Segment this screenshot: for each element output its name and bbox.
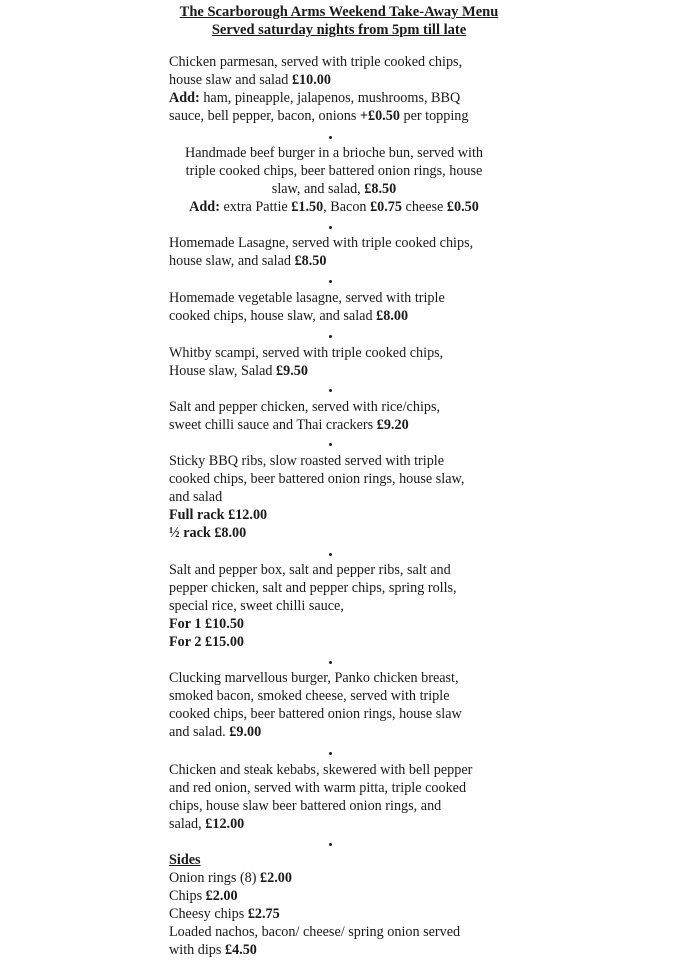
menu-text: Chicken and steak kebabs, skewered with bell pepper <box>169 762 473 778</box>
menu-text-bold: £2.75 <box>247 906 280 922</box>
menu-line <box>169 144 499 162</box>
menu-text-bold: £4.50 <box>224 942 257 958</box>
menu-text: Onion rings (8) <box>169 870 261 886</box>
separator-dot <box>329 843 332 846</box>
menu-text: with dips <box>169 942 225 958</box>
menu-line <box>169 815 509 833</box>
menu-text: smoked bacon, smoked cheese, served with triple <box>169 688 450 704</box>
menu-text: sauce, bell pepper, bacon, onions <box>169 108 360 124</box>
menu-text-bold: £2.00 <box>205 888 238 904</box>
separator-dot <box>329 752 332 755</box>
menu-item-kebabs <box>169 761 509 833</box>
menu-item-scampi <box>169 344 509 380</box>
menu-text: and salad. <box>169 724 230 740</box>
menu-line <box>169 180 499 198</box>
menu-line <box>169 198 499 216</box>
menu-line <box>169 705 509 723</box>
menu-text: Cheesy chips <box>169 906 248 922</box>
menu-text-bold: £8.00 <box>376 308 409 324</box>
menu-line <box>169 416 509 434</box>
menu-text-bold: For 1 £10.50 <box>169 616 245 632</box>
menu-text: cooked chips, beer battered onion rings, house slaw <box>169 706 462 722</box>
menu-header <box>0 3 678 39</box>
menu-text: house slaw and salad <box>169 72 292 88</box>
menu-line <box>169 234 509 252</box>
menu-item-lasagne <box>169 234 509 270</box>
menu-line <box>169 561 509 579</box>
menu-item-chicken-parmesan <box>169 53 509 125</box>
separator-dot <box>329 226 332 229</box>
menu-item-salt-pepper-box <box>169 561 509 651</box>
menu-text: extra Pattie <box>219 199 292 215</box>
menu-line <box>169 506 509 524</box>
menu-text-bold: For 2 £15.00 <box>169 634 245 650</box>
menu-text: chips, house slaw beer battered onion rings, and <box>169 798 442 814</box>
menu-text: Salt and pepper chicken, served with rice/chips, <box>169 399 441 415</box>
menu-line <box>169 470 509 488</box>
menu-text: triple cooked chips, beer battered onion rings, house <box>185 163 483 179</box>
menu-text: Handmade beef burger in a brioche bun, served with <box>185 145 483 161</box>
menu-text: Salt and pepper box, salt and pepper ribs, salt and <box>169 562 451 578</box>
separator-dot <box>329 661 332 664</box>
menu-line <box>169 398 509 416</box>
sides-list <box>169 869 509 959</box>
menu-line <box>169 615 509 633</box>
menu-text-bold: +£0.50 <box>359 108 400 124</box>
menu-text-bold: £0.75 <box>370 199 402 215</box>
menu-subtitle: Served saturday nights from 5pm till late <box>211 22 467 38</box>
sides-section <box>169 851 509 959</box>
menu-text: and red onion, served with warm pitta, triple cooked <box>169 780 467 796</box>
menu-line <box>169 488 509 506</box>
menu-line <box>169 89 509 107</box>
menu-text: Homemade vegetable lasagne, served with triple <box>169 290 445 306</box>
menu-text: salad, <box>169 816 206 832</box>
menu-text-bold: £1.50 <box>291 199 324 215</box>
menu-line <box>169 905 509 923</box>
menu-text: cheese <box>401 199 447 215</box>
separator-dot <box>329 335 332 338</box>
menu-line <box>169 289 509 307</box>
separator-dot <box>329 389 332 392</box>
menu-line <box>169 761 509 779</box>
menu-text: cooked chips, beer battered onion rings, house slaw, <box>169 471 465 487</box>
separator-dot <box>329 280 332 283</box>
menu-text-bold: £9.50 <box>276 363 308 379</box>
menu-line <box>169 579 509 597</box>
menu-item-beef-burger <box>169 144 499 216</box>
menu-text-bold: £9.20 <box>376 417 409 433</box>
menu-text: pepper chicken, salt and pepper chips, spring rolls, <box>169 580 457 596</box>
menu-text: and salad <box>169 489 223 505</box>
separator-dot <box>329 553 332 556</box>
menu-line <box>169 669 509 687</box>
menu-line <box>169 869 509 887</box>
menu-item-salt-pepper-chicken <box>169 398 509 434</box>
menu-item-veg-lasagne <box>169 289 509 325</box>
menu-line <box>169 723 509 741</box>
menu-text: house slaw, and salad <box>169 253 295 269</box>
menu-text: Sticky BBQ ribs, slow roasted served with triple <box>169 453 445 469</box>
menu-line <box>169 107 509 125</box>
menu-text: Clucking marvellous burger, Panko chicken breast, <box>169 670 459 686</box>
menu-line <box>169 252 509 270</box>
menu-text: cooked chips, house slaw, and salad <box>169 308 377 324</box>
menu-line <box>169 923 509 941</box>
menu-text-bold: Add: <box>189 199 220 215</box>
menu-line <box>169 797 509 815</box>
menu-text: House slaw, Salad <box>169 363 277 379</box>
separator-dot <box>329 136 332 139</box>
menu-line <box>169 779 509 797</box>
menu-text-bold: £0.50 <box>446 199 479 215</box>
menu-title: The Scarborough Arms Weekend Take-Away Menu <box>179 4 499 20</box>
menu-text: slaw, and salad, <box>271 181 365 197</box>
menu-text-bold: £2.00 <box>260 870 292 886</box>
menu-line <box>169 344 509 362</box>
menu-text: Whitby scampi, served with triple cooked chips, <box>169 345 444 361</box>
menu-item-bbq-ribs <box>169 452 509 542</box>
menu-text: sweet chilli sauce and Thai crackers <box>169 417 377 433</box>
menu-text: , Bacon <box>323 199 371 215</box>
menu-line <box>169 633 509 651</box>
menu-line <box>169 162 499 180</box>
menu-line <box>169 887 509 905</box>
menu-text-bold: £9.00 <box>229 724 262 740</box>
menu-line <box>169 452 509 470</box>
menu-text-bold: £8.50 <box>294 253 327 269</box>
separator-dot <box>329 443 332 446</box>
menu-line <box>169 307 509 325</box>
menu-line <box>169 597 509 615</box>
menu-text-bold: Add: <box>169 90 200 106</box>
menu-text-bold: £10.00 <box>291 72 331 88</box>
menu-line <box>169 53 509 71</box>
menu-line <box>169 524 509 542</box>
menu-text: ham, pineapple, jalapenos, mushrooms, BBQ <box>199 90 461 106</box>
menu-text-bold: £8.50 <box>364 181 397 197</box>
menu-line <box>169 71 509 89</box>
menu-text: special rice, sweet chilli sauce, <box>169 598 344 614</box>
menu-text: Homemade Lasagne, served with triple cooked chips, <box>169 235 474 251</box>
menu-text-bold: £12.00 <box>205 816 245 832</box>
menu-text: Chips <box>169 888 206 904</box>
menu-text-bold: ½ rack £8.00 <box>169 525 247 541</box>
menu-text-bold: Full rack £12.00 <box>169 507 268 523</box>
sides-heading: Sides <box>169 852 201 868</box>
menu-line <box>169 687 509 705</box>
menu-text: Loaded nachos, bacon/ cheese/ spring onion served <box>169 924 461 940</box>
menu-text: per topping <box>399 108 469 124</box>
menu-line <box>169 362 509 380</box>
menu-text: Chicken parmesan, served with triple cooked chips, <box>169 54 463 70</box>
menu-line <box>169 941 509 959</box>
menu-item-clucking-burger <box>169 669 509 741</box>
